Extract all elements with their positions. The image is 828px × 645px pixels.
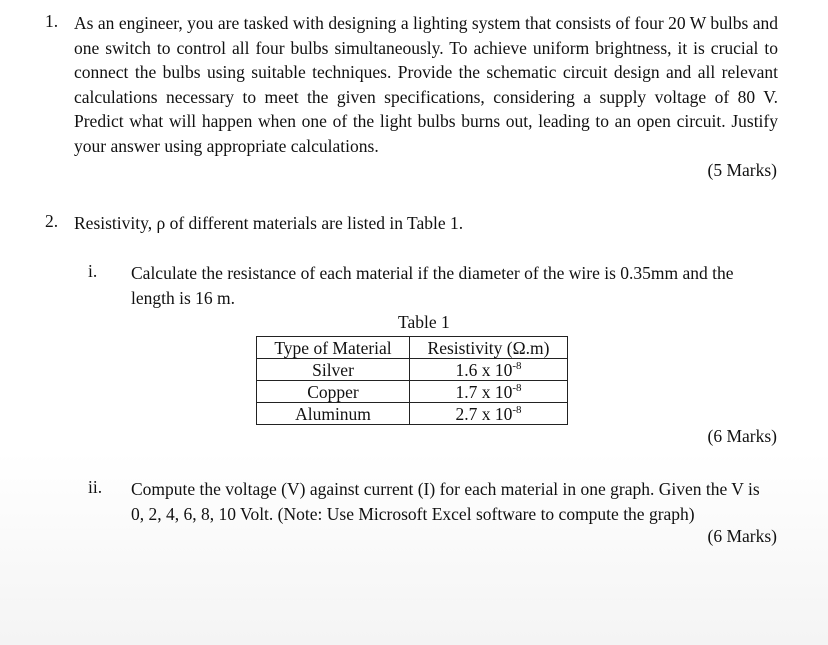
question-1-number: 1. (45, 11, 59, 31)
resistivity-mantissa: 1.7 x 10 (455, 381, 513, 402)
material-cell: Silver (257, 359, 410, 381)
part-i-number: i. (88, 261, 98, 281)
part-i-text: Calculate the resistance of each material if the diameter of the wire is 0.35mm and the length is 16 m. (131, 263, 734, 308)
resistivity-cell (410, 359, 568, 381)
resistivity-exponent: -8 (512, 403, 522, 416)
material-cell: Copper (257, 381, 410, 403)
table-header-resistivity: Resistivity (Ω.m) (410, 337, 568, 359)
resistivity-exponent: -8 (512, 381, 522, 394)
question-1-text: As an engineer, you are tasked with designing a lighting system that consists of four 20 W bulbs and one switch to control all four bulbs simultaneously. To achieve uniform brightness, it is crucial to connect the bulbs using suitable techniques. Provide the schematic circuit design and all relevant calculations necessary to meet the given specifications, considering a supply voltage of 80 V. Predict what will happen when one of the light bulbs burns out, leading to an open circuit. Justify your answer using appropriate calculations. (74, 13, 778, 156)
material-cell: Aluminum (257, 403, 410, 425)
question-2-number: 2. (45, 211, 59, 231)
table-row (257, 359, 568, 381)
question-1-marks: (5 Marks) (707, 160, 777, 180)
resistivity-mantissa: 2.7 x 10 (455, 403, 513, 424)
resistivity-mantissa: 1.6 x 10 (455, 359, 513, 380)
table-header-row (257, 337, 568, 359)
resistivity-table (256, 336, 568, 425)
question-2-text: Resistivity, ρ of different materials are listed in Table 1. (74, 213, 464, 233)
resistivity-exponent: -8 (512, 359, 522, 372)
table-header-material: Type of Material (257, 337, 410, 359)
part-ii-marks: (6 Marks) (707, 526, 777, 546)
table-caption: Table 1 (398, 312, 450, 332)
table-row (257, 403, 568, 425)
resistivity-cell (410, 381, 568, 403)
part-i-marks: (6 Marks) (707, 426, 777, 446)
resistivity-cell (410, 403, 568, 425)
part-ii-text: Compute the voltage (V) against current (I) for each material in one graph. Given the V is 0, 2, 4, 6, 8, 10 Volt. (Note: Use Microsoft Excel software to compute the graph) (131, 479, 760, 524)
part-ii-number: ii. (88, 477, 103, 497)
table-row (257, 381, 568, 403)
